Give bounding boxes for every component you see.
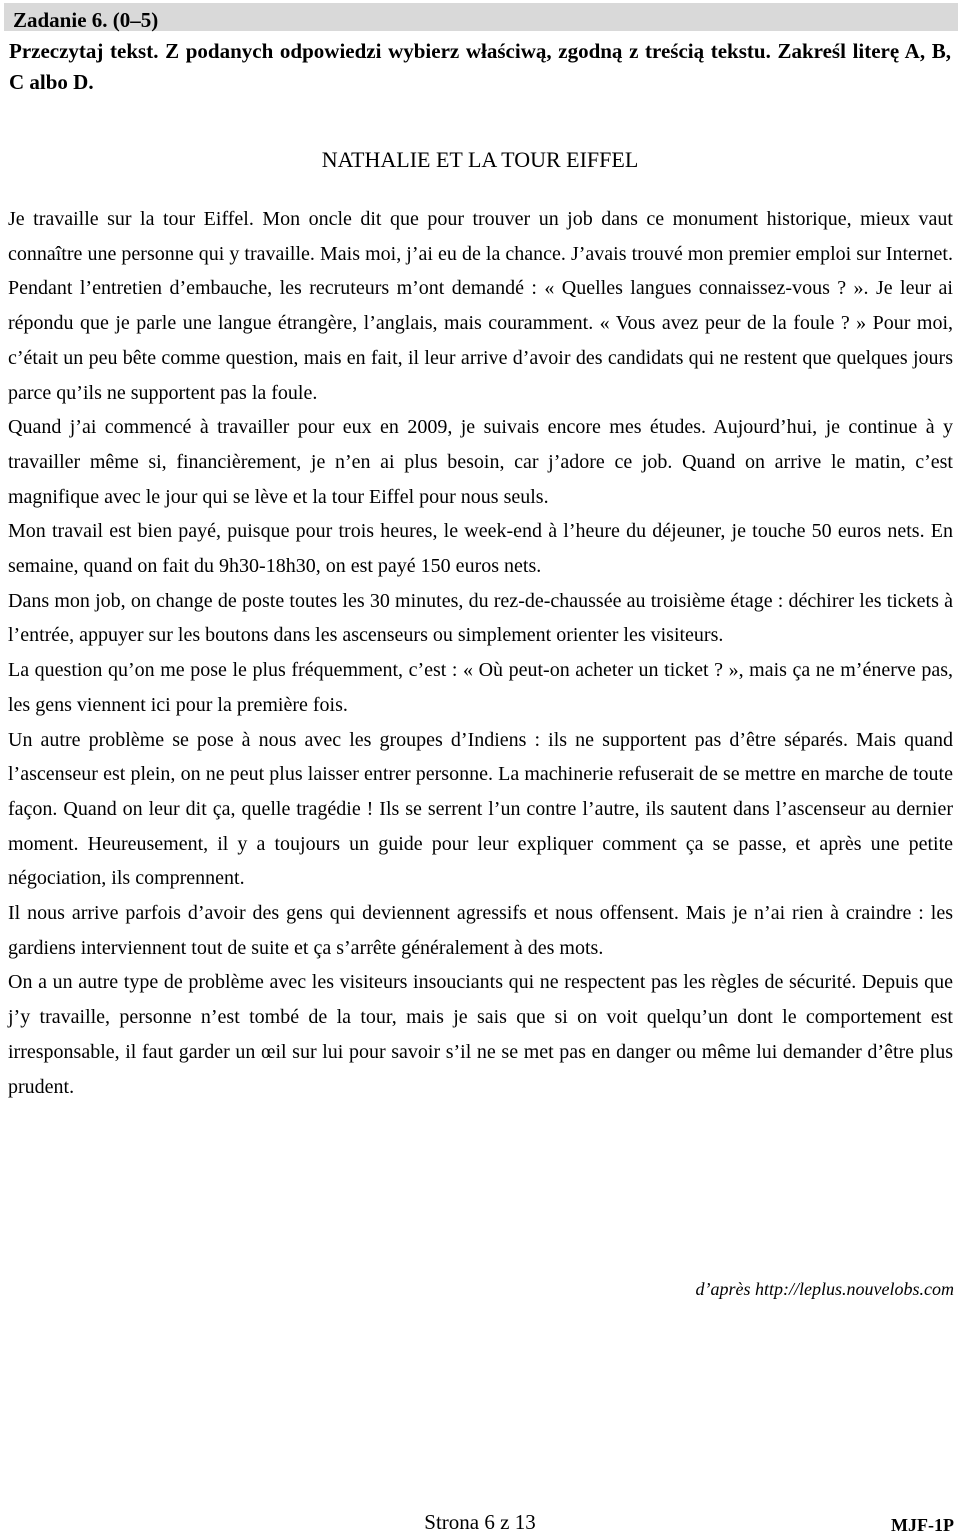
- article-title: NATHALIE ET LA TOUR EIFFEL: [321, 147, 639, 172]
- article-body: [8, 202, 953, 1104]
- paragraph: On a un autre type de problème avec les visiteurs insouciants qui ne respectent pas les règles de sécurité. Depuis que j’y travaille, personne n’est tombé de la tour, mais je sais que si on voit quelqu’un dont le comportement est irresponsable, il faut garder un œil sur lui pour savoir s’il ne se met pas en danger ou même lui demander d’être plus prudent.: [8, 971, 953, 1098]
- paragraph: Il nous arrive parfois d’avoir des gens qui deviennent agressifs et nous offensent. Mais je n’ai rien à craindre : les gardiens interviennent tout de suite et ça s’arrête généralement à des mots.: [8, 902, 953, 959]
- paragraph: Quand j’ai commencé à travailler pour eux en 2009, je suivais encore mes études. Aujourd’hui, je continue à y travailler même si, financièrement, je n’en ai plus besoin, car j’adore ce job. Quand on arrive le matin, c’est magnifique avec le jour qui se lève et la tour Eiffel pour nous seuls.: [8, 416, 953, 508]
- task-header-bar: [4, 3, 958, 31]
- paragraph: Mon travail est bien payé, puisque pour trois heures, le week-end à l’heure du déjeuner, je touche 50 euros nets. En semaine, quand on fait du 9h30-18h30, on est payé 150 euros nets.: [8, 520, 953, 578]
- paragraph: Je travaille sur la tour Eiffel. Mon oncle dit que pour trouver un job dans ce monument historique, mieux vaut connaître une personne qui y travaille. Mais moi, j’ai eu de la chance. J’avais trouvé mon premier emploi sur Internet. Pendant l’entretien d’embauche, les recruteurs m’ont demandé : « Quelles langues connaissez-vous ? ». Je leur ai répondu que je parle une langue étrangère, l’anglais, mais couramment. « Vous avez peur de la foule ? » Pour moi, c’était un peu bête comme question, mais en fait, il leur arrive d’avoir des candidats qui ne restent que quelques jours parce qu’ils ne supportent pas la foule.: [8, 208, 953, 404]
- paragraph: Un autre problème se pose à nous avec les groupes d’Indiens : ils ne supportent pas d’être séparés. Mais quand l’ascenseur est plein, on ne peut plus laisser entrer personne. La machinerie refuserait de se mettre en marche de toute façon. Quand on leur dit ça, quelle tragédie ! Ils se serrent l’un contre l’autre, ils sautent dans l’ascenseur au dernier moment. Heureusement, il y a toujours un guide pour leur expliquer comment ça se passe, et après une petite négociation, ils comprennent.: [8, 728, 953, 890]
- article-source: d’après http://leplus.nouvelobs.com: [695, 1279, 954, 1299]
- task-title: Zadanie 6. (0–5): [13, 8, 159, 32]
- paragraph: Dans mon job, on change de poste toutes les 30 minutes, du rez-de-chaussée au troisième étage : déchirer les tickets à l’entrée, appuyer sur les boutons dans les ascenseurs ou simplement orienter les visiteurs.: [8, 589, 953, 647]
- task-instruction: Przeczytaj tekst. Z podanych odpowiedzi wybierz właściwą, zgodną z treścią tekstu. Zakreśl literę A, B, C albo D.: [9, 39, 951, 94]
- paragraph: La question qu’on me pose le plus fréquemment, c’est : « Où peut-on acheter un ticket ? », mais ça ne m’énerve pas, les gens viennent ici pour la première fois.: [8, 659, 953, 716]
- exam-code: MJF-1P: [891, 1515, 954, 1535]
- page-number: Strona 6 z 13: [424, 1510, 536, 1534]
